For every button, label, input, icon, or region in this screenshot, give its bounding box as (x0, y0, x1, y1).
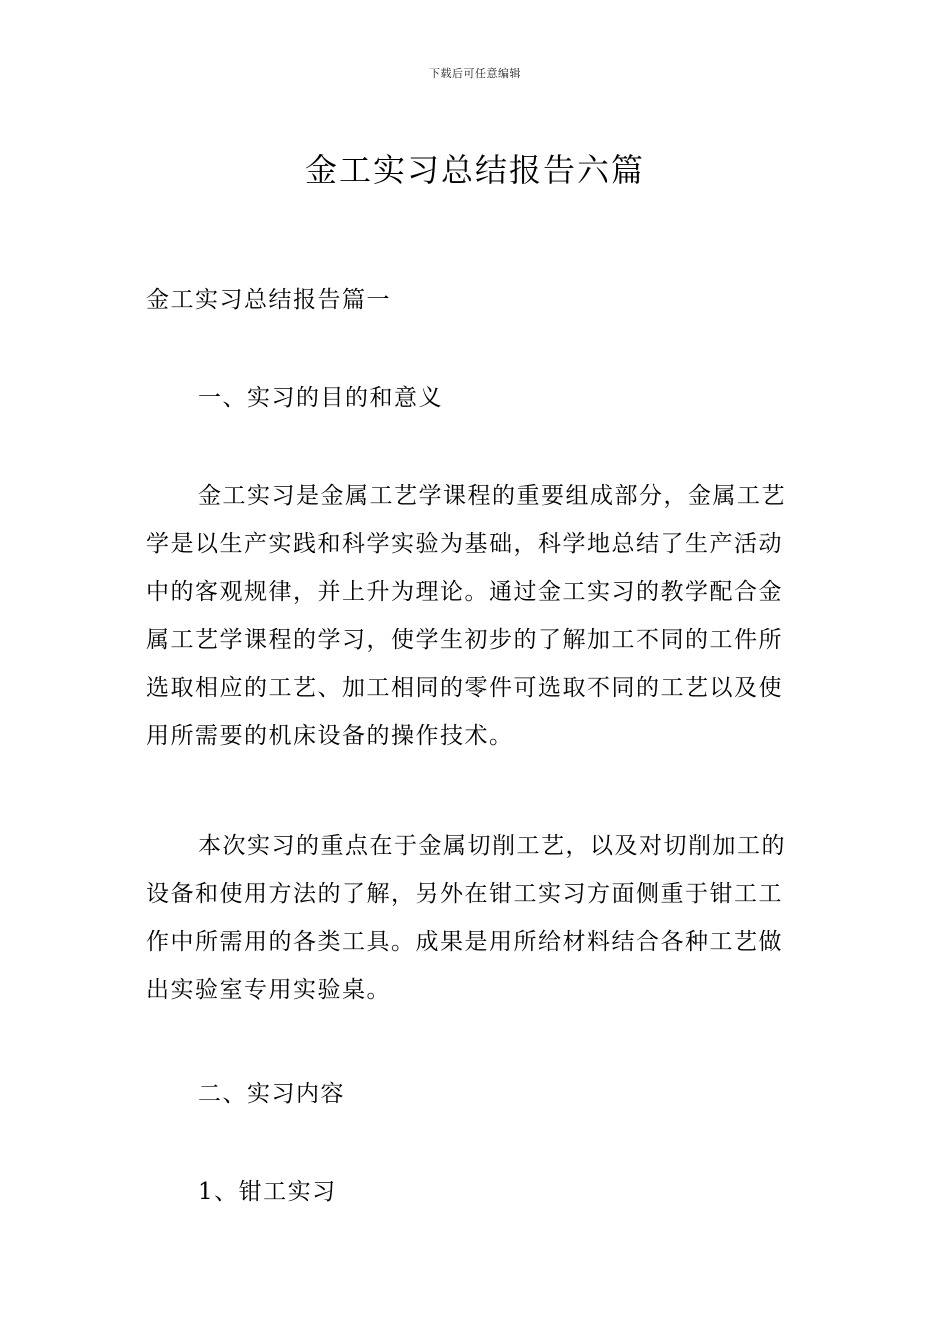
paragraph-focus: 本次实习的重点在于金属切削工艺，以及对切削加工的设备和使用方法的了解，另外在钳工实习方面侧重于钳工工作中所需用的各类工具。成果是用所给材料结合各种工艺做出实验室专用实验桌。 (146, 833, 786, 1003)
header-note: 下载后可任意编辑 (429, 67, 521, 80)
heading-content: 二、实习内容 (198, 1081, 345, 1107)
document-title: 金工实习总结报告六篇 (304, 151, 645, 190)
section-title: 金工实习总结报告篇一 (146, 287, 391, 313)
heading-purpose: 一、实习的目的和意义 (198, 385, 443, 411)
heading-fitter-practice: 1、钳工实习 (198, 1179, 337, 1205)
paragraph-purpose: 金工实习是金属工艺学课程的重要组成部分，金属工艺学是以生产实践和科学实验为基础，科学地总结了生产活动中的客观规律，并上升为理论。通过金工实习的教学配合金属工艺学课程的学习，使学生初步的了解加工不同的工件所选取相应的工艺、加工相同的零件可选取不同的工艺以及使用所需要的机床设备的操作技术。 (146, 483, 786, 749)
